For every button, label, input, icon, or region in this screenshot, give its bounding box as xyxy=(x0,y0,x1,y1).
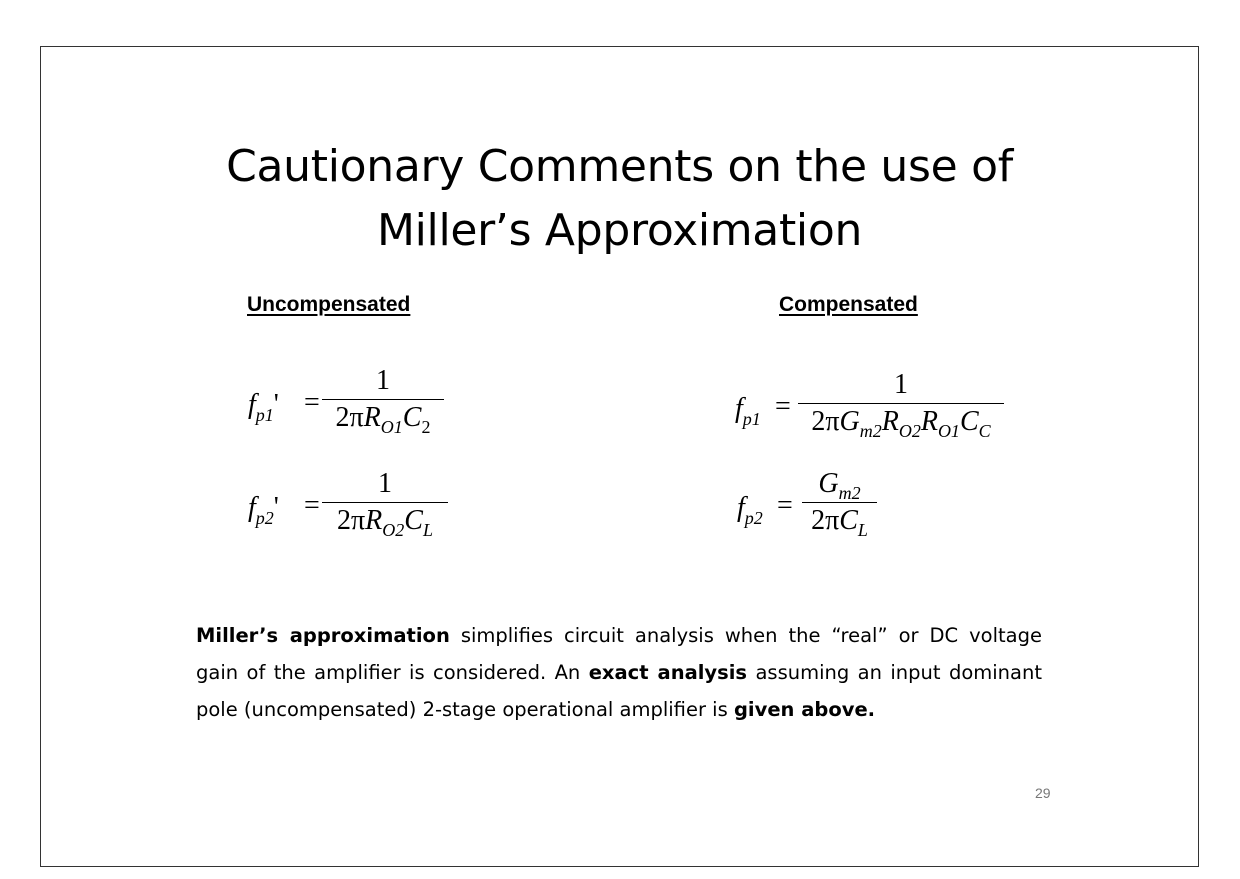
eq1-2pi: 2π xyxy=(335,402,364,433)
eq1-sub: p1 xyxy=(255,405,274,425)
bold-given-above: given above. xyxy=(733,698,876,721)
eq3-r2: R xyxy=(920,406,938,437)
title-line-1: Cautionary Comments on the use of xyxy=(226,141,1013,192)
eq4-g-sub: m2 xyxy=(838,483,861,503)
eq1-numerator: 1 xyxy=(376,365,390,396)
eq1-equals: = xyxy=(304,387,320,418)
eq3-sub: p1 xyxy=(742,409,761,429)
heading-compensated: Compensated xyxy=(779,293,918,316)
eq4-numerator xyxy=(802,468,877,503)
eq2-f: f xyxy=(248,492,256,523)
eq3-r2-sub: O1 xyxy=(937,421,960,441)
page-number: 29 xyxy=(1035,785,1051,801)
slide-frame xyxy=(40,46,1199,867)
eq3-f: f xyxy=(735,393,743,424)
eq3-numerator: 1 xyxy=(894,369,908,400)
eq4-denominator xyxy=(802,505,877,540)
paragraph-text-1: simplifies circuit analysis when the “real” or DC voltage gain of the amplifier is considered. An xyxy=(196,624,1042,684)
eq2-r: R xyxy=(365,505,383,536)
eq2-fraction-bar xyxy=(322,502,448,503)
eq2-numerator: 1 xyxy=(378,468,392,499)
eq3-g-sub: m2 xyxy=(859,421,882,441)
eq3-denominator xyxy=(798,406,1004,441)
eq2-c: C xyxy=(404,505,423,536)
eq3-fraction-bar xyxy=(798,403,1004,404)
eq2-r-sub: O2 xyxy=(382,520,405,540)
eq2-denominator xyxy=(322,505,448,540)
eq1-fraction xyxy=(322,365,444,437)
eq1-c: C xyxy=(402,402,422,433)
eq2-sub: p2 xyxy=(255,508,274,528)
eq4-c-sub: L xyxy=(857,520,868,540)
eq1-prime: ' xyxy=(273,389,279,420)
eq4-2pi: 2π xyxy=(811,505,840,536)
heading-uncompensated: Uncompensated xyxy=(247,293,411,316)
eq2-2pi: 2π xyxy=(337,505,366,536)
eq3-c-sub: C xyxy=(978,421,991,441)
eq4-g: G xyxy=(818,468,839,499)
eq4-sub: p2 xyxy=(744,508,763,528)
eq2-c-sub: L xyxy=(422,520,433,540)
eq2-prime: ' xyxy=(273,492,279,523)
eq3-r1: R xyxy=(881,406,899,437)
eq3-g: G xyxy=(839,406,860,437)
eq1-r-sub: O1 xyxy=(380,417,403,437)
eq1-r: R xyxy=(363,402,381,433)
eq2-fraction xyxy=(322,468,448,540)
eq1-denominator xyxy=(322,402,444,437)
eq1-fraction-bar xyxy=(322,399,444,400)
eq4-c: C xyxy=(839,505,858,536)
eq3-r1-sub: O2 xyxy=(898,421,921,441)
eq3-c: C xyxy=(959,406,979,437)
eq2-equals: = xyxy=(304,490,320,521)
bold-exact-analysis: exact analysis xyxy=(588,661,748,684)
eq4-f: f xyxy=(737,492,745,523)
eq1-c-sub: 2 xyxy=(421,417,431,437)
body-paragraph xyxy=(196,617,1042,728)
eq1-f: f xyxy=(248,389,256,420)
eq3-2pi: 2π xyxy=(811,406,840,437)
bold-millers-approximation: Miller’s approximation xyxy=(196,624,450,647)
eq4-fraction xyxy=(802,468,877,540)
title-line-2: Miller’s Approximation xyxy=(376,205,863,256)
paragraph-text-2: assuming an input dominant pole (uncompensated) 2-stage operational amplifier is xyxy=(196,661,1043,721)
slide-title xyxy=(41,135,1198,263)
eq3-equals: = xyxy=(775,391,791,422)
eq4-equals: = xyxy=(777,490,793,521)
eq3-fraction xyxy=(798,369,1004,441)
